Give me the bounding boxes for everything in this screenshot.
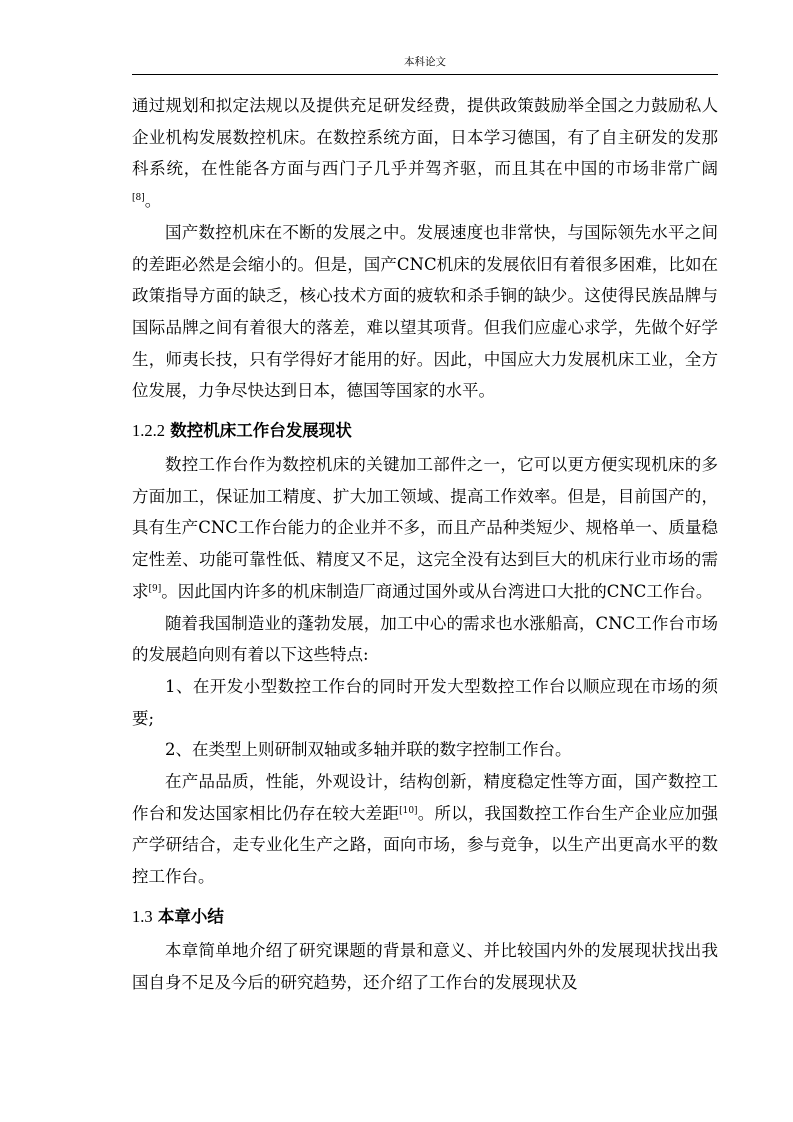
section-heading-1-2-2 — [132, 407, 718, 449]
paragraph-6: 本章简单地介绍了研究课题的背景和意义、并比较国内外的发展现状找出我国自身不足及今后的研究趋势，还介绍了工作台的发展现状及 — [132, 940, 718, 992]
paragraph-5 — [132, 766, 718, 893]
section-heading-1-3 — [132, 893, 718, 935]
paragraph-3-text: 数控工作台作为数控机床的关键加工部件之一，它可以更方便实现机床的多方面加工，保证加工精度、扩大加工领域、提高工作效率。但是，目前国产的，具有生产CNC工作台能力的企业并不多，而且产品种类短少、规格单一、质量稳定性差、功能可靠性低、精度又不足，这完全没有达到巨大的机床行业市场的需求 — [132, 455, 718, 601]
paragraph-5-end: 。所以，我国数控工作台生产企业应加强产学研结合，走专业化生产之路，面向市场，参与竞争，以生产出更高水平的数控工作台。 — [132, 803, 719, 887]
paragraph-1 — [132, 90, 718, 217]
section-title: 本章小结 — [157, 906, 224, 926]
page-header: 本科论文 — [404, 56, 446, 68]
citation-10: [10] — [399, 805, 418, 816]
citation-8: [8] — [132, 193, 145, 204]
list-item-2: 2、在类型上则研制双轴或多轴并联的数字控制工作台。 — [165, 740, 572, 760]
paragraph-1-text: 通过规划和拟定法规以及提供充足研发经费，提供政策鼓励举全国之力鼓励私人企业机构发展数控机床。在数控系统方面，日本学习德国，有了自主研发的发那科系统，在性能各方面与西门子几乎并驾齐驱，而且其在中国的市场非常广阔 — [132, 96, 718, 179]
section-title: 数控机床工作台发展现状 — [170, 421, 352, 441]
paragraph-2: 国产数控机床在不断的发展之中。发展速度也非常快，与国际领先水平之间的差距必然是会缩小的。但是，国产CNC机床的发展依旧有着很多困难，比如在政策指导方面的缺乏，核心技术方面的疲软和杀手锏的缺少。这使得民族品牌与国际品牌之间有着很大的落差，难以望其项背。但我们应虚心求学，先做个好学生，师夷长技，只有学得好才能用的好。因此，中国应大力发展机床工业，全方位发展，力争尽快达到日本，德国等国家的水平。 — [132, 222, 718, 401]
paragraph-1-end: 。 — [144, 191, 162, 211]
paragraph-3-end: 。因此国内许多的机床制造厂商通过国外或从台湾进口大批的CNC工作台。 — [161, 581, 713, 601]
paragraph-5-text: 在产品品质，性能，外观设计，结构创新，精度稳定性等方面，国产数控工作台和发达国家相比仍存在较大差距 — [132, 772, 718, 823]
page-body — [132, 90, 718, 998]
section-number: 1.2.2 — [132, 421, 165, 441]
paragraph-3 — [132, 449, 718, 608]
section-number: 1.3 — [132, 906, 153, 926]
header-divider — [132, 74, 718, 75]
list-item-1: 1、在开发小型数控工作台的同时开发大型数控工作台以顺应现在市场的须要; — [132, 676, 718, 728]
citation-9: [9] — [148, 583, 162, 594]
paragraph-4: 随着我国制造业的蓬勃发展，加工中心的需求也水涨船高，CNC工作台市场的发展趋向则有着以下这些特点: — [132, 613, 718, 665]
